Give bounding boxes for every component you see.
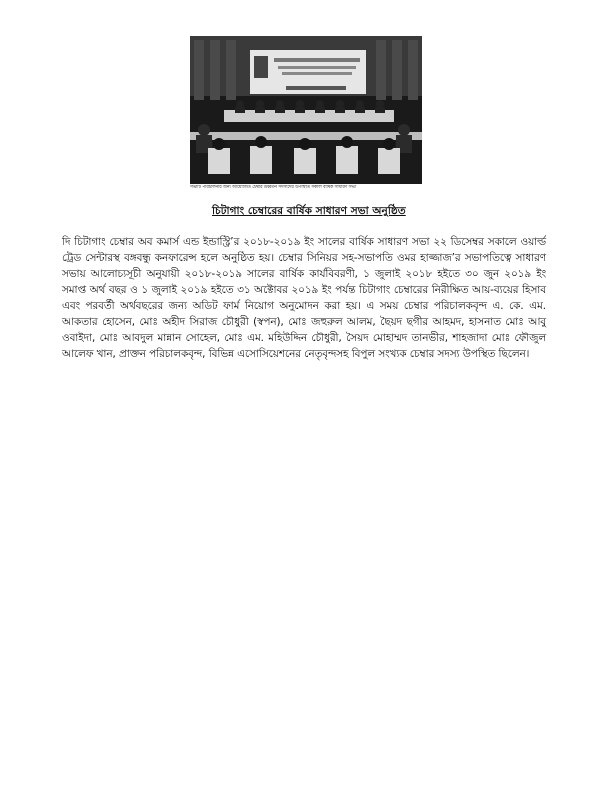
article-headline: চিটাগাং চেম্বারের বার্ষিক সাধারণ সভা অনুষ্ঠিত [212, 205, 406, 217]
article-body: দি চিটাগাং চেম্বার অব কমার্স এন্ড ইন্ডাস্ট্রি’র ২০১৮-২০১৯ ইং সালের বার্ষিক সাধারণ সভা ২২ ডিসেম্বর সকালে ওয়ার্ল্ড ট্রেড সেন্টারস্থ বঙ্গবন্ধু কনফারেন্স হলে অনুষ্ঠিত হয়। চেম্বার সিনিয়র সহ-সভাপতি ওমর হাজ্জাজ’র সভাপতিত্বে সাধারণ সভায় আলোচ্যসূচী অনুযায়ী ২০১৮-২০১৯ সালের বার্ষিক কার্যবিবরণী, ১ জুলাই ২০১৮ হইতে ৩০ জুন ২০১৯ ইং সমাপ্ত অর্থ বছর ও ১ জুলাই ২০১৯ হইতে ৩১ অক্টোবর ২০১৯ ইং পর্যন্ত চিটাগাং চেম্বারের নিরীক্ষিত আয়-ব্যয়ের হিসাব এবং পরবর্তী অর্থবছরের জন্য অডিট ফার্ম নিয়োগ অনুমোদন করা হয়। এ সময় চেম্বার পরিচালকবৃন্দ এ. কে. এম. আকতার হোসেন, মোঃ অহীদ সিরাজ চৌধুরী (স্বপন), মোঃ জহুরুল আলম, ছৈয়দ ছগীর আহমদ, হাসনাত মোঃ আবু ওবাইদা, মোঃ আবদুল মান্নান সোহেল, মোঃ এম. মহিউদ্দিন চৌধুরী, সৈয়দ মোহাম্মদ তানভীর, শাহজাদা মোঃ ফৌজুল আলেফ খান, প্রাক্তন পরিচালকবৃন্দ, বিভিন্ন এসোসিয়েশনের নেতৃবৃন্দসহ বিপুল সংখ্যক চেম্বার সদস্য উপস্থিত ছিলেন। [62, 236, 546, 360]
event-photo [190, 36, 422, 184]
photo-caption: সভাটি পরিচালনার জন্য আয়োজিত চেম্বার উর্ধ্বতন সদস্যদের উপস্থিতি সকাল বার্ষিক সাধারণ সভা [190, 185, 356, 190]
